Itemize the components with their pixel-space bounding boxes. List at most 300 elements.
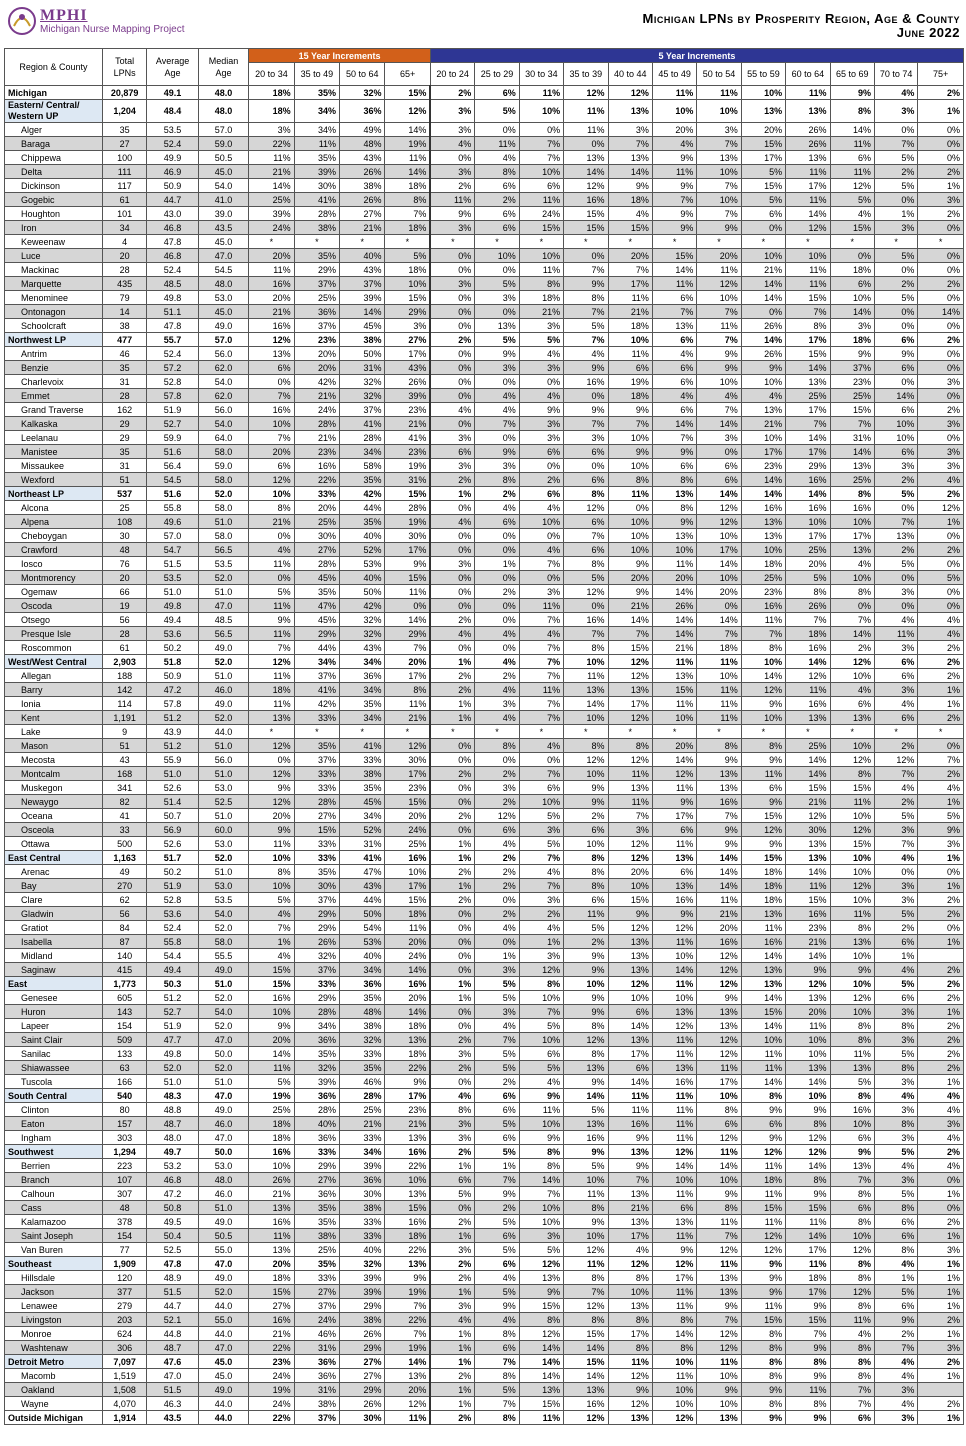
page-title (643, 12, 961, 40)
cell-percent: 12% (608, 977, 652, 991)
cell-median-age: 51.0 (198, 515, 248, 529)
cell-percent: 13% (519, 1383, 563, 1397)
cell-average-age: 50.3 (147, 977, 198, 991)
row-label: Ingham (5, 1131, 103, 1145)
cell-percent: 44% (294, 641, 339, 655)
cell-percent: 5% (475, 333, 519, 347)
cell-percent: 3% (430, 1047, 474, 1061)
cell-percent: 2% (874, 1327, 917, 1341)
cell-percent: 1% (874, 949, 917, 963)
cell-percent: 2% (475, 851, 519, 865)
cell-average-age: 49.8 (147, 1047, 198, 1061)
cell-percent: 9% (564, 949, 608, 963)
cell-percent: 20% (249, 445, 294, 459)
cell-percent: 13% (741, 907, 785, 921)
cell-percent: 4% (475, 711, 519, 725)
cell-percent: 22% (249, 137, 294, 151)
cell-percent: 23% (294, 445, 339, 459)
cell-percent: 1% (430, 851, 474, 865)
cell-percent: 7% (475, 1397, 519, 1411)
table-row (5, 613, 964, 627)
cell-percent: 11% (652, 935, 696, 949)
cell-percent: 23% (786, 921, 830, 935)
cell-percent: 14% (786, 361, 830, 375)
cell-percent: 15% (608, 641, 652, 655)
cell-percent: 26% (786, 123, 830, 137)
cell-percent: 12% (249, 739, 294, 753)
cell-percent: 11% (608, 487, 652, 501)
cell-percent: 10% (697, 100, 741, 123)
cell-percent: 10% (697, 165, 741, 179)
cell-percent: 11% (249, 151, 294, 165)
cell-percent: 6% (475, 207, 519, 221)
cell-percent: 12% (697, 949, 741, 963)
cell-percent: 15% (385, 571, 430, 585)
cell-percent: 7% (697, 1229, 741, 1243)
cell-percent: 15% (786, 347, 830, 361)
table-row (5, 837, 964, 851)
cell-percent: 18% (249, 100, 294, 123)
row-label: Calhoun (5, 1187, 103, 1201)
cell-percent: 38% (340, 1019, 385, 1033)
cell-percent: 17% (385, 879, 430, 893)
cell-percent: 1% (918, 795, 964, 809)
cell-percent: 25% (294, 1243, 339, 1257)
cell-percent: 10% (830, 669, 874, 683)
cell-percent: 0% (430, 1201, 474, 1215)
cell-percent: 58% (340, 459, 385, 473)
cell-percent: 6% (475, 86, 519, 100)
cell-percent: 8% (874, 1061, 917, 1075)
cell-average-age: 56.4 (147, 459, 198, 473)
row-label: Ogemaw (5, 585, 103, 599)
cell-median-age: 51.0 (198, 809, 248, 823)
cell-percent: * (697, 235, 741, 249)
cell-average-age: 51.5 (147, 1285, 198, 1299)
brand (40, 8, 185, 36)
cell-percent: 46% (294, 1327, 339, 1341)
cell-percent: 7% (249, 921, 294, 935)
cell-percent: 29% (340, 1383, 385, 1397)
cell-percent: 4% (874, 1397, 917, 1411)
cell-percent: 28% (385, 501, 430, 515)
cell-percent: 2% (918, 893, 964, 907)
row-label: Isabella (5, 935, 103, 949)
cell-percent: 12% (608, 1397, 652, 1411)
cell-percent: 2% (918, 1047, 964, 1061)
cell-total: 77 (102, 1243, 146, 1257)
cell-percent: 10% (249, 487, 294, 501)
table-row (5, 711, 964, 725)
cell-percent: * (249, 235, 294, 249)
cell-percent: 2% (918, 333, 964, 347)
row-label: Cass (5, 1201, 103, 1215)
cell-median-age: 58.0 (198, 935, 248, 949)
row-label: Barry (5, 683, 103, 697)
cell-percent: 27% (249, 1299, 294, 1313)
cell-percent: 12% (608, 753, 652, 767)
cell-percent: 15% (608, 893, 652, 907)
cell-percent: 35% (294, 249, 339, 263)
table-row (5, 669, 964, 683)
cell-percent: 11% (652, 86, 696, 100)
cell-median-age: 44.0 (198, 1411, 248, 1425)
table-row (5, 487, 964, 501)
cell-percent: 10% (608, 543, 652, 557)
cell-percent: 15% (519, 1299, 563, 1313)
cell-percent: 12% (608, 711, 652, 725)
cell-percent: 3% (430, 165, 474, 179)
cell-percent: 7% (475, 1173, 519, 1187)
cell-percent: 26% (340, 1327, 385, 1341)
cell-percent: 10% (697, 669, 741, 683)
age-header-5: 40 to 44 (608, 63, 652, 86)
cell-percent: 5% (874, 907, 917, 921)
cell-percent: 16% (830, 1103, 874, 1117)
cell-percent: 4% (874, 613, 917, 627)
table-row (5, 851, 964, 865)
cell-median-age: 47.0 (198, 1089, 248, 1103)
cell-percent: 37% (830, 361, 874, 375)
cell-percent: 6% (249, 361, 294, 375)
cell-percent: 33% (294, 487, 339, 501)
cell-percent: 6% (475, 221, 519, 235)
cell-percent: 4% (874, 86, 917, 100)
cell-percent: 15% (564, 221, 608, 235)
cell-percent: 9% (519, 1285, 563, 1299)
cell-percent: 20% (249, 1033, 294, 1047)
cell-total: 1,191 (102, 711, 146, 725)
cell-total: 101 (102, 207, 146, 221)
cell-percent: 2% (430, 333, 474, 347)
row-label: Otsego (5, 613, 103, 627)
cell-percent: 33% (340, 1229, 385, 1243)
cell-percent: 16% (249, 991, 294, 1005)
cell-percent: 4% (519, 627, 563, 641)
cell-percent: 13% (652, 319, 696, 333)
cell-percent: 1% (918, 879, 964, 893)
cell-percent: 18% (385, 1047, 430, 1061)
cell-percent: 9% (564, 781, 608, 795)
cell-percent: 5% (475, 991, 519, 1005)
row-label: Houghton (5, 207, 103, 221)
cell-percent: 13% (652, 669, 696, 683)
mphi-logo-icon (6, 6, 38, 36)
row-label: Wexford (5, 473, 103, 487)
cell-percent: 13% (519, 1271, 563, 1285)
cell-percent: 13% (786, 100, 830, 123)
cell-percent: 1% (430, 977, 474, 991)
cell-percent: 9% (564, 277, 608, 291)
cell-percent: 16% (249, 1313, 294, 1327)
cell-percent: 5% (564, 1159, 608, 1173)
cell-percent: 6% (874, 935, 917, 949)
cell-percent: 4% (874, 1355, 917, 1369)
cell-total: 46 (102, 347, 146, 361)
cell-percent: * (475, 235, 519, 249)
cell-percent: 3% (249, 123, 294, 137)
cell-percent: 0% (430, 1019, 474, 1033)
cell-percent: 1% (430, 879, 474, 893)
row-label: Northeast LP (5, 487, 103, 501)
cell-percent: 1% (874, 207, 917, 221)
cell-percent: 15% (830, 837, 874, 851)
cell-percent: 8% (475, 473, 519, 487)
cell-percent: 13% (608, 1145, 652, 1159)
row-label: Mason (5, 739, 103, 753)
table-row (5, 123, 964, 137)
cell-percent: 14% (741, 1075, 785, 1089)
cell-percent: 33% (294, 1271, 339, 1285)
cell-percent: 5% (519, 333, 563, 347)
cell-percent: 7% (519, 1187, 563, 1201)
cell-percent: 12% (786, 1145, 830, 1159)
cell-percent: 14% (786, 431, 830, 445)
cell-total: 477 (102, 333, 146, 347)
cell-percent: 4% (874, 697, 917, 711)
cell-average-age: 52.5 (147, 1243, 198, 1257)
cell-percent: * (786, 235, 830, 249)
cell-percent: 26% (340, 193, 385, 207)
cell-percent: 9% (475, 347, 519, 361)
cell-percent: 23% (385, 445, 430, 459)
cell-total: 540 (102, 1089, 146, 1103)
cell-percent: 3% (918, 445, 964, 459)
cell-percent: 11% (519, 1411, 563, 1425)
cell-percent: 30% (385, 753, 430, 767)
cell-percent: 7% (519, 613, 563, 627)
cell-percent: 0% (430, 795, 474, 809)
cell-average-age: 48.8 (147, 1103, 198, 1117)
cell-percent: 10% (697, 1173, 741, 1187)
cell-percent: 13% (697, 1411, 741, 1425)
cell-percent: 4% (918, 627, 964, 641)
cell-percent: 17% (830, 529, 874, 543)
cell-percent: 0% (918, 739, 964, 753)
cell-percent: 4% (830, 683, 874, 697)
cell-percent: 26% (741, 347, 785, 361)
row-label: Saint Joseph (5, 1229, 103, 1243)
cell-percent: 33% (294, 837, 339, 851)
cell-percent: 14% (652, 417, 696, 431)
cell-average-age: 52.7 (147, 1005, 198, 1019)
cell-percent: * (786, 725, 830, 739)
cell-percent: 45% (340, 319, 385, 333)
cell-percent: 14% (786, 1159, 830, 1173)
cell-percent: 7% (786, 613, 830, 627)
cell-percent: 24% (249, 1397, 294, 1411)
cell-percent: 0% (430, 347, 474, 361)
cell-average-age: 51.9 (147, 879, 198, 893)
cell-percent: 2% (874, 543, 917, 557)
cell-percent: 1% (874, 1271, 917, 1285)
cell-percent: 2% (918, 991, 964, 1005)
cell-median-age: 56.0 (198, 347, 248, 361)
cell-percent: 10% (385, 1173, 430, 1187)
cell-percent: 17% (741, 445, 785, 459)
cell-percent: 20% (697, 249, 741, 263)
cell-percent: 12% (608, 837, 652, 851)
cell-percent: 43% (340, 263, 385, 277)
cell-percent: 7% (519, 767, 563, 781)
cell-percent: 1% (918, 935, 964, 949)
cell-percent: 46% (340, 1075, 385, 1089)
row-label: Hillsdale (5, 1271, 103, 1285)
cell-percent: 10% (741, 711, 785, 725)
cell-percent: 3% (430, 1117, 474, 1131)
cell-percent: 6% (475, 1257, 519, 1271)
cell-percent: 14% (697, 487, 741, 501)
cell-percent: 4% (874, 1369, 917, 1383)
cell-median-age: 44.0 (198, 1327, 248, 1341)
cell-percent: 5% (249, 893, 294, 907)
row-label: Manistee (5, 445, 103, 459)
cell-median-age: 52.0 (198, 921, 248, 935)
cell-percent: 25% (249, 1103, 294, 1117)
cell-percent: 26% (340, 1397, 385, 1411)
cell-median-age: 54.0 (198, 1005, 248, 1019)
row-label: Midland (5, 949, 103, 963)
cell-percent: 33% (340, 1131, 385, 1145)
cell-percent: 13% (830, 1159, 874, 1173)
cell-percent: 13% (786, 711, 830, 725)
cell-percent: 25% (830, 389, 874, 403)
cell-percent: 2% (430, 669, 474, 683)
row-label: Alcona (5, 501, 103, 515)
cell-percent: 3% (519, 893, 563, 907)
cell-percent: 12% (249, 473, 294, 487)
cell-percent: 7% (608, 137, 652, 151)
col-header-median-age: Median Age (198, 49, 248, 86)
cell-total: 303 (102, 1131, 146, 1145)
cell-total: 605 (102, 991, 146, 1005)
cell-percent: 5% (918, 809, 964, 823)
cell-percent: 17% (786, 1243, 830, 1257)
cell-percent: 15% (741, 809, 785, 823)
cell-percent: 11% (652, 557, 696, 571)
cell-percent: 4% (475, 683, 519, 697)
cell-median-age: 51.0 (198, 739, 248, 753)
page-header (0, 0, 966, 46)
cell-percent: 5% (249, 1075, 294, 1089)
cell-percent: 9% (564, 403, 608, 417)
cell-percent: 9% (830, 1145, 874, 1159)
row-label: Chippewa (5, 151, 103, 165)
cell-percent: 10% (741, 431, 785, 445)
cell-percent: 8% (741, 1089, 785, 1103)
col-header-total: Total LPNs (102, 49, 146, 86)
cell-percent: 3% (697, 123, 741, 137)
cell-percent: 20% (385, 809, 430, 823)
cell-average-age: 49.7 (147, 1145, 198, 1159)
cell-percent: 4% (830, 207, 874, 221)
table-row (5, 459, 964, 473)
cell-percent: 16% (385, 1145, 430, 1159)
cell-average-age: 53.5 (147, 123, 198, 137)
cell-percent: 7% (830, 613, 874, 627)
cell-percent: 14% (652, 753, 696, 767)
cell-percent: 6% (652, 333, 696, 347)
cell-median-age: 47.0 (198, 1257, 248, 1271)
cell-percent: 8% (564, 487, 608, 501)
cell-percent: 14% (564, 165, 608, 179)
cell-percent: 6% (874, 1215, 917, 1229)
cell-percent: 11% (652, 1117, 696, 1131)
cell-percent: 23% (249, 1355, 294, 1369)
cell-percent: 6% (741, 207, 785, 221)
cell-percent: 9% (830, 86, 874, 100)
cell-percent: 13% (830, 459, 874, 473)
table-row (5, 557, 964, 571)
cell-percent: * (519, 725, 563, 739)
cell-percent: 12% (697, 977, 741, 991)
row-label: Sanilac (5, 1047, 103, 1061)
cell-total: 108 (102, 515, 146, 529)
cell-percent: 11% (249, 697, 294, 711)
cell-median-age: 45.0 (198, 165, 248, 179)
cell-percent: 1% (918, 179, 964, 193)
cell-percent: 13% (652, 487, 696, 501)
cell-percent: 52% (340, 543, 385, 557)
cell-percent: 15% (741, 1201, 785, 1215)
cell-percent: 0% (475, 893, 519, 907)
cell-percent: 16% (249, 319, 294, 333)
cell-percent: 0% (519, 753, 563, 767)
table-row (5, 1271, 964, 1285)
cell-percent: 2% (874, 165, 917, 179)
cell-percent: 40% (340, 1243, 385, 1257)
cell-percent: 39% (249, 207, 294, 221)
cell-total: 111 (102, 165, 146, 179)
cell-percent: 9% (249, 823, 294, 837)
cell-percent: 7% (475, 1033, 519, 1047)
cell-percent: 13% (249, 711, 294, 725)
cell-percent: 9% (519, 1131, 563, 1145)
cell-percent: 35% (294, 86, 339, 100)
cell-total: 140 (102, 949, 146, 963)
cell-percent: 1% (918, 1005, 964, 1019)
cell-percent: 14% (652, 613, 696, 627)
table-row (5, 347, 964, 361)
cell-percent: 2% (918, 907, 964, 921)
cell-percent: 1% (475, 557, 519, 571)
cell-percent: 7% (519, 641, 563, 655)
cell-percent: 15% (249, 963, 294, 977)
age-header-5: 75+ (918, 63, 964, 86)
row-label: Detroit Metro (5, 1355, 103, 1369)
cell-percent: 13% (608, 949, 652, 963)
cell-percent: 4% (874, 851, 917, 865)
cell-percent: 0% (608, 501, 652, 515)
cell-average-age: 49.5 (147, 1215, 198, 1229)
cell-percent: 10% (652, 1397, 696, 1411)
cell-percent: 4% (249, 543, 294, 557)
cell-percent: 19% (249, 1089, 294, 1103)
cell-percent: 3% (430, 1299, 474, 1313)
cell-percent: 14% (249, 1047, 294, 1061)
cell-average-age: 43.0 (147, 207, 198, 221)
cell-percent: 2% (430, 473, 474, 487)
cell-percent: * (340, 725, 385, 739)
cell-percent: 4% (918, 1159, 964, 1173)
cell-average-age: 53.6 (147, 907, 198, 921)
cell-percent: 12% (741, 1243, 785, 1257)
cell-percent: 15% (385, 1201, 430, 1215)
cell-median-age: 64.0 (198, 431, 248, 445)
row-label: Ontonagon (5, 305, 103, 319)
cell-percent: 21% (652, 641, 696, 655)
cell-total: 133 (102, 1047, 146, 1061)
